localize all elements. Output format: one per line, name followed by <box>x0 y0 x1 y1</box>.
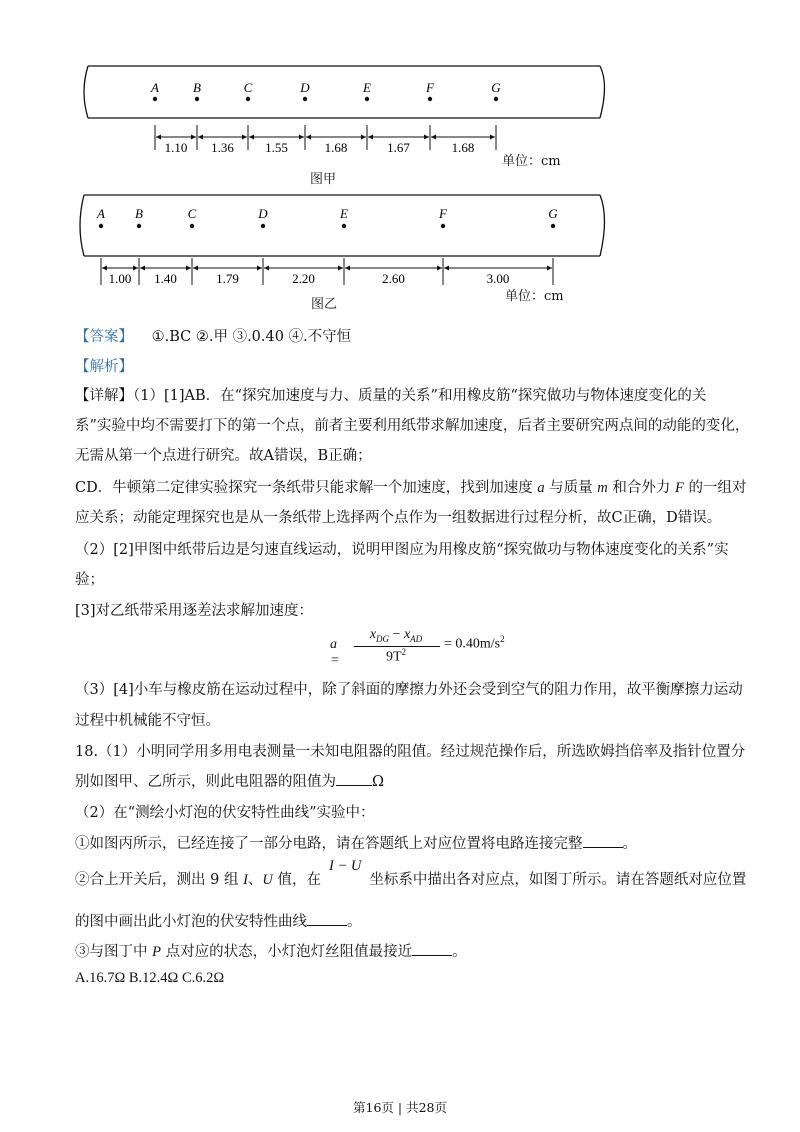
segment-length: 1.36 <box>211 140 234 155</box>
tape-point-F <box>441 224 445 228</box>
caption-yi: 图乙 <box>311 297 338 312</box>
tape-point-label: B <box>135 206 143 221</box>
tape-point-label: E <box>340 206 348 221</box>
tape-point-G <box>494 97 498 101</box>
var-u: U <box>262 872 273 888</box>
tape-jia <box>84 66 605 155</box>
tape-point-D <box>261 224 265 228</box>
segment-length: 1.67 <box>387 140 410 155</box>
analysis-tag: 【解析】 <box>75 359 133 375</box>
arrowhead-left <box>368 135 373 140</box>
q18-line-6-text: 的图中画出此小灯泡的伏安特性曲线 <box>75 914 307 930</box>
detail-line-8: [3]对乙纸带采用逐差法求解加速度： <box>75 603 314 619</box>
segment-length: 2.60 <box>382 271 405 286</box>
formula-denominator <box>352 647 440 666</box>
answer-line <box>75 325 351 346</box>
arrowhead-left <box>193 266 198 271</box>
arrowhead-right <box>242 135 247 140</box>
tape-point-F <box>428 97 432 101</box>
tape-point-E <box>342 224 346 228</box>
arrowhead-right <box>547 266 552 271</box>
arrowhead-right <box>133 266 138 271</box>
answer-text: ①.BC ②.甲 ③.0.40 ④.不守恒 <box>151 329 352 345</box>
formula-lhs: a = <box>330 637 340 668</box>
q18-line-5-a: ②合上开关后，测出 9 组 <box>75 872 244 888</box>
q18-line-5 <box>75 858 747 889</box>
rhs-text: = 0.40m/s <box>444 636 501 652</box>
q18-line-4 <box>75 832 637 853</box>
den-sup: 2 <box>401 647 407 657</box>
arrowhead-left <box>306 135 311 140</box>
page-footer: 第16页 | 共28页 <box>353 1100 447 1115</box>
segment-length: 1.79 <box>216 271 239 286</box>
arrowhead-left <box>198 135 203 140</box>
arrowhead-left <box>102 266 107 271</box>
var-f: F <box>675 480 684 496</box>
rhs-sup: 2 <box>500 634 505 644</box>
q18-line-6-end: 。 <box>347 914 362 930</box>
answer-blank[interactable] <box>307 913 347 926</box>
q18-options: A.16.7Ω B.12.4Ω C.6.2Ω <box>75 970 225 986</box>
arrowhead-right <box>424 135 429 140</box>
arrowhead-left <box>345 266 350 271</box>
arrowhead-right <box>299 135 304 140</box>
var-m: m <box>597 480 608 496</box>
tape-figures <box>0 0 800 320</box>
formula-numerator <box>352 627 440 644</box>
tape-point-label: B <box>193 80 201 95</box>
var-p: P <box>152 944 161 960</box>
tape-point-A <box>99 224 103 228</box>
arrowhead-left <box>140 266 145 271</box>
segment-length: 1.68 <box>451 140 475 155</box>
arrowhead-left <box>431 135 436 140</box>
tape-right-edge <box>600 195 605 256</box>
answer-blank[interactable] <box>412 943 452 956</box>
tape-point-A <box>153 97 157 101</box>
detail-line-10: 过程中机械能不守恒。 <box>75 713 220 729</box>
answer-tag: 【答案】 <box>75 329 133 345</box>
detail-line-6: （2）[2]甲图中纸带后边是匀速直线运动，说明甲图应为用橡皮筋“探究做功与物体速度变化的关系”实 <box>75 542 729 558</box>
segment-length: 2.20 <box>292 271 315 286</box>
tape-point-label: A <box>97 206 105 221</box>
segment-length: 1.55 <box>265 140 288 155</box>
tape-point-label: E <box>363 80 371 95</box>
tape-point-label: F <box>426 80 434 95</box>
detail-line-4-a: CD．牛顿第二定律实验探究一条纸带只能求解一个加速度，找到加速度 <box>75 480 538 496</box>
arrowhead-left <box>249 135 254 140</box>
q18-line-2 <box>75 770 384 791</box>
tape-point-label: C <box>187 206 197 221</box>
unit-label-jia: 单位：cm <box>502 154 561 169</box>
q18-line-1: 18.（1）小明同学用多用电表测量一未知电阻器的阻值。经过规范操作后，所选欧姆挡倍率及指针位置分 <box>75 744 746 760</box>
q18-line-7-b: 点对应的状态，小灯泡灯丝阻值最接近 <box>160 944 413 960</box>
num-x1: x <box>369 627 377 642</box>
detail-line-4 <box>75 476 746 497</box>
q18-line-7 <box>75 940 467 961</box>
tape-point-C <box>246 97 250 101</box>
detail-line-1: 【详解】（1）[1]AB．在“探究加速度与力、质量的关系”和用橡皮筋“探究做功与物体速度变化的关 <box>75 388 707 404</box>
tape-point-label: F <box>439 206 447 221</box>
segment-length: 1.68 <box>324 140 348 155</box>
num-minus: − <box>389 627 404 642</box>
detail-line-4-b: 与质量 <box>544 480 598 496</box>
q18-line-7-a: ③与图丁中 <box>75 944 153 960</box>
detail-line-3: 无需从第一个点进行研究。故A错误，B正确； <box>75 448 372 464</box>
detail-line-4-c: 和合外力 <box>607 480 675 496</box>
q18-line-4-end: 。 <box>622 836 637 852</box>
arrowhead-left <box>264 266 269 271</box>
segment-length: 1.00 <box>108 271 132 286</box>
q18-line-5-c: 值，在 <box>272 872 321 888</box>
answer-blank[interactable] <box>336 773 372 786</box>
caption-jia: 图甲 <box>310 172 337 187</box>
arrowhead-right <box>437 266 442 271</box>
q18-line-3: （2）在“测绘小灯泡的伏安特性曲线”实验中： <box>75 805 375 821</box>
tape-right-edge <box>600 66 605 118</box>
tape-left-edge <box>80 195 84 256</box>
detail-line-2: 系”实验中均不需要打下的第一个点，前者主要利用纸带求解加速度，后者主要研究两点间的动能的变化， <box>75 418 750 434</box>
tape-point-B <box>195 97 199 101</box>
unit-label-yi: 单位：cm <box>505 289 564 304</box>
den-text: 9T <box>385 649 402 665</box>
q18-line-7-end: 。 <box>452 944 467 960</box>
q18-line-5-b: 、 <box>247 872 263 888</box>
tape-point-label: A <box>151 80 159 95</box>
detail-line-7: 验； <box>75 572 104 588</box>
tape-point-D <box>303 97 307 101</box>
var-i: I <box>243 872 248 888</box>
tape-yi <box>80 195 605 286</box>
q18-line-6 <box>75 910 362 931</box>
arrowhead-right <box>257 266 262 271</box>
arrowhead-left <box>444 266 449 271</box>
answer-blank[interactable] <box>583 835 623 848</box>
arrowhead-right <box>490 135 495 140</box>
segment-length: 1.40 <box>154 271 177 286</box>
tape-point-C <box>190 224 194 228</box>
tape-point-label: D <box>258 206 268 221</box>
tape-point-G <box>551 224 555 228</box>
segment-length: 3.00 <box>486 271 510 286</box>
tape-point-label: G <box>491 80 501 95</box>
tape-point-label: D <box>300 80 310 95</box>
q18-line-2-text: 别如图甲、乙所示，则此电阻器的阻值为 <box>75 774 336 790</box>
detail-line-5: 应关系；动能定理探究也是从一条纸带上选择两个点作为一组数据进行过程分析，故C正确，D错误。 <box>75 510 722 526</box>
tape-point-label: C <box>243 80 253 95</box>
q18-line-4-text: ①如图丙所示，已经连接了一部分电路，请在答题纸上对应位置将电路连接完整 <box>75 836 583 852</box>
segment-length: 1.10 <box>164 140 188 155</box>
formula-rhs <box>444 634 505 653</box>
q18-unit-ohm: Ω <box>372 774 385 790</box>
tape-left-edge <box>84 66 88 118</box>
arrowhead-right <box>191 135 196 140</box>
arrowhead-right <box>338 266 343 271</box>
arrowhead-left <box>156 135 161 140</box>
tape-point-E <box>365 97 369 101</box>
tape-point-B <box>137 224 141 228</box>
arrowhead-right <box>361 135 366 140</box>
iu-coordinate-label: I − U <box>329 858 362 874</box>
num-x2: x <box>403 627 411 642</box>
tape-point-label: G <box>548 206 558 221</box>
detail-line-4-d: 的一组对 <box>683 480 747 496</box>
q18-line-5-d: 坐标系中描出各对应点，如图丁所示。请在答题纸对应位置 <box>369 872 747 888</box>
detail-line-9: （3）[4]小车与橡皮筋在运动过程中，除了斜面的摩擦力外还会受到空气的阻力作用，故平衡摩擦力运动 <box>75 682 743 698</box>
num-sub2: AD <box>410 633 423 644</box>
num-sub1: DG <box>376 633 390 644</box>
var-a: a <box>537 480 545 496</box>
arrowhead-right <box>186 266 191 271</box>
